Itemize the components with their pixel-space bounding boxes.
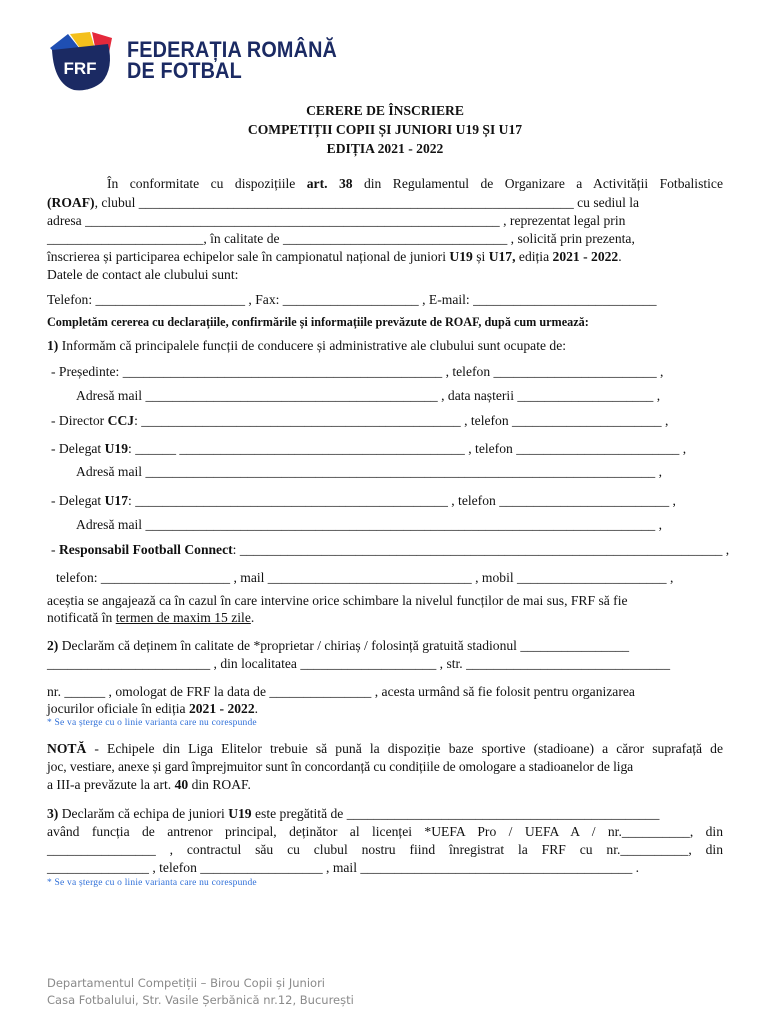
period: . xyxy=(250,610,255,625)
football-connect-field xyxy=(51,541,730,558)
logo-name-line1: FEDERAȚIA ROMÂNĂ xyxy=(127,37,338,62)
delegate-u19-field xyxy=(51,440,727,457)
stadium-field: Declarăm că deținem în calitate de *proprietar / chiriaș / folosință gratuită stadionul ________________ xyxy=(61,638,630,653)
title-line1: CERERE DE ÎNSCRIERE xyxy=(306,103,464,118)
u17-label: U17, xyxy=(488,249,516,264)
s1-number: 1) xyxy=(47,338,59,353)
nota-line3 xyxy=(47,776,723,793)
intro-text: din Regulamentul de Organizare a Activității Fotbalistice xyxy=(363,176,723,191)
president-field: - Președinte: _______________________________________________ , telefon ________________________ , xyxy=(51,364,664,379)
badge-text: FRF xyxy=(63,59,97,78)
director-label: - Director xyxy=(51,413,105,428)
edition-label: 2021 - 2022 xyxy=(188,701,255,716)
u19-label: U19 xyxy=(104,441,129,456)
s3-line1 xyxy=(47,805,723,822)
edition-label: 2021 - 2022 xyxy=(552,249,619,264)
club-contact-fields: Telefon: ______________________ , Fax: ____________________ , E-mail: ___________________________ xyxy=(47,292,657,307)
contact-intro: Datele de contact ale clubului sunt: xyxy=(47,267,239,282)
u19-label: U19 xyxy=(449,249,473,264)
intro-line1 xyxy=(107,175,723,192)
homologation-field: nr. ______ , omologat de FRF la data de _______________ , acesta urmând să fie folosit pentru organizarea xyxy=(47,684,635,699)
address-field: adresa _____________________________________________________________ , reprezentat legal prin xyxy=(47,213,626,228)
commitment-line1: aceștia se angajează ca în cazul în care intervine orice schimbare la nivelul funcților de mai sus, FRF să fie xyxy=(47,593,628,608)
representative-field: _______________________, în calitate de _________________________________ , solicită prin prezenta, xyxy=(47,231,635,246)
nota-text: a III-a prevăzute la art. xyxy=(47,777,172,792)
nota-label: NOTĂ xyxy=(47,741,87,756)
nota-text: din ROAF. xyxy=(191,777,251,792)
delegate-blank: : ______________________________________________ , telefon _________________________ , xyxy=(128,493,676,508)
intro-text: înscrierea și participarea echipelor sale în campionatul național de juniori xyxy=(47,249,446,264)
article-number: 40 xyxy=(174,777,189,792)
coach-contact-field: _______________ , telefon __________________ , mail ________________________________________ . xyxy=(47,860,640,875)
intro-line2 xyxy=(47,194,723,211)
president-email-field: Adresă mail ___________________________________________ , data nașterii ____________________ , xyxy=(76,388,661,403)
period: . xyxy=(618,249,622,264)
contract-field: ________________ , contractul său cu clubul nostru fiind înregistrat la FRF cu nr.__________, din xyxy=(47,842,723,857)
s2-footnote: * Se va șterge cu o linie varianta care nu corespunde xyxy=(47,718,257,728)
title-line2: COMPETIȚII COPII ȘI JUNIORI U19 ȘI U17 xyxy=(247,122,523,137)
delegate-blank: : ______ __________________________________________ , telefon ________________________ , xyxy=(128,441,687,456)
intro-text: În conformitate cu dispozițiile xyxy=(107,176,296,191)
s3-number: 3) xyxy=(47,806,59,821)
deadline-text: termen de maxim 15 zile xyxy=(115,610,251,625)
license-field: având funcția de antrenor principal, deținător al licenței *UEFA Pro / UEFA A / nr.__________, din xyxy=(47,824,723,839)
footer-department: Departamentul Competiții – Birou Copii și Juniori xyxy=(47,976,325,990)
commitment-text: notificată în xyxy=(47,610,113,625)
delegate-u17-field xyxy=(51,492,727,509)
s2-line1 xyxy=(47,637,723,654)
intro-text: ediția xyxy=(518,249,550,264)
section-heading: Completăm cererea cu declarațiile, confirmările și informațiile prevăzute de ROAF, după cum urmează: xyxy=(47,315,589,329)
u17-label: U17 xyxy=(104,493,129,508)
delegate-u17-email-field: Adresă mail ___________________________________________________________________________ , xyxy=(76,517,663,532)
s2-line4 xyxy=(47,700,723,717)
club-field: , clubul ________________________________________________________________ cu sediul la xyxy=(94,195,640,210)
football-connect-label: Responsabil Football Connect xyxy=(58,542,233,557)
s1-text: Informăm că principalele funcții de conducere și administrative ale clubului sunt ocupate de: xyxy=(61,338,567,353)
roaf-label: (ROAF) xyxy=(47,195,95,210)
football-connect-contact: telefon: ___________________ , mail ______________________________ , mobil ______________________ , xyxy=(56,570,674,585)
frf-badge-icon xyxy=(44,28,124,92)
director-field xyxy=(51,412,727,429)
intro-line5 xyxy=(47,248,723,265)
logo-name-line2: DE FOTBAL xyxy=(127,58,242,83)
nota-line2: joc, vestiare, anexe și gard împrejmuitor sunt în concordanță cu condițiile de omologare a stadioanelor de liga xyxy=(47,759,634,774)
footer-address: Casa Fotbalului, Str. Vasile Șerbănică nr.12, București xyxy=(47,993,354,1007)
intro-article: art. 38 xyxy=(306,176,353,191)
nota-text: - Echipele din Liga Elitelor trebuie să pună la dispoziție baze sportive (stadioane) a căror suprafață de xyxy=(94,741,723,756)
coach-field: este pregătită de ______________________________________________ xyxy=(255,806,660,821)
s1-intro xyxy=(47,337,723,354)
nota-line1 xyxy=(47,740,723,757)
delegate-u19-email-field: Adresă mail ___________________________________________________________________________ , xyxy=(76,464,663,479)
delegate-label: - Delegat xyxy=(51,493,102,508)
period: . xyxy=(254,701,259,716)
locality-field: ________________________ , din localitatea ____________________ , str. ______________________________ xyxy=(47,656,671,671)
intro-text: și xyxy=(476,249,486,264)
delegate-label: - Delegat xyxy=(51,441,102,456)
u19-label: U19 xyxy=(228,806,252,821)
ccj-label: CCJ xyxy=(107,413,135,428)
commitment-line2 xyxy=(47,609,723,626)
director-blank: : _______________________________________________ , telefon ______________________ , xyxy=(134,413,669,428)
dash: - xyxy=(51,542,56,557)
s3-footnote: * Se va șterge cu o linie varianta care nu corespunde xyxy=(47,878,257,888)
s2-number: 2) xyxy=(47,638,59,653)
football-connect-blank: : _______________________________________________________________________ , xyxy=(232,542,730,557)
frf-logo xyxy=(44,28,124,92)
title-line3: EDIȚIA 2021 - 2022 xyxy=(326,141,444,156)
s3-text: Declarăm că echipa de juniori xyxy=(61,806,225,821)
s2-text: jocurilor oficiale în ediția xyxy=(47,701,186,716)
